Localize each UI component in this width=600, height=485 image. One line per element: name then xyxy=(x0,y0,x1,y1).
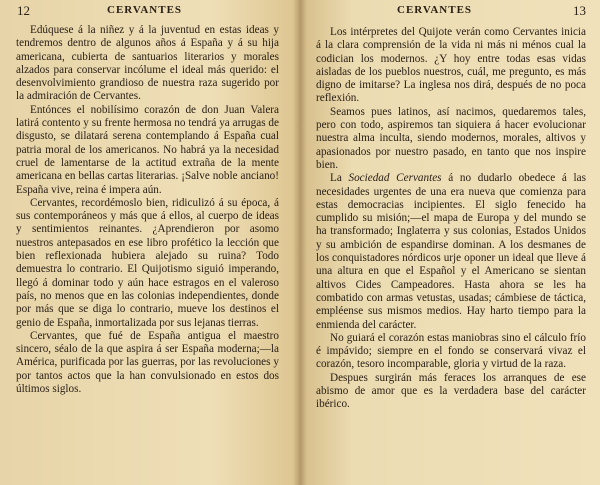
right-page xyxy=(300,0,600,485)
running-head-left: CERVANTES xyxy=(107,4,183,16)
paragraph: Cervantes, que fué de España antigua el maestro sincero, séalo de la que aspira á ser España moderna;—la América, purificada por las guerras, por las revoluciones y por tantos actos que la han convulsionado en estos dos últimos siglos. xyxy=(16,329,279,396)
left-page-body xyxy=(16,24,279,396)
paragraph: Cervantes, recordémoslo bien, ridiculizó á su época, á sus contemporáneos y más que á ellos, al cuerpo de ideas y sentimientos reinantes. ¿Aprendieron por asomo nuestros antepasados en ese libro profético la lección que bien reflexionada hubiera alejado su ruina? Todo demuestra lo contrario. El Quijotismo siguió imperando, llegó á dominar todo y aún hace estragos en el valeroso país, no menos que en las colonias independientes, donde por más que se diga lo contrario, mueve los destinos el genio de España, inmortalizada por sus lejanas tierras. xyxy=(16,196,279,329)
paragraph: Entónces el nobilísimo corazón de don Juan Valera latirá contento y su frente hermosa no tendrá ya arrugas de disgusto, se dilatará serena contemplando á España cual patria moral de los americanos. No habrá ya la necesidad cruel de lamentarse de la actitud extraña de la mente americana en bellas cartas literarias. ¡Salve noble anciano! España vive, reina é impera aún. xyxy=(16,103,279,196)
running-head-right: CERVANTES xyxy=(397,4,473,16)
society-name: Sociedad Cervantes xyxy=(348,172,442,185)
paragraph: No guiará el corazón estas maniobras sino el cálculo frío é impávido; siempre en el fondo se conservará vivaz el corazón, tesoro incomparable, gloria y virtud de la raza. xyxy=(316,331,586,371)
paragraph: Los intérpretes del Quijote verán como Cervantes inicia á la clara comprensión de la vida ni más ni ménos cual la codician los modernos. ¿Y hoy entre todas esas vidas aisladas de los pueblos nuestros, cuál, me pregunto, es más digno de imitarse? La inglesa nos dirá, después de no poca reflexión. xyxy=(316,26,586,105)
book-gutter xyxy=(293,0,307,485)
right-page-body xyxy=(316,26,586,412)
paragraph: Despues surgirán más feraces los arranques de ese abismo de amor que es la verdadera base del carácter ibérico. xyxy=(316,371,586,411)
paragraph: La Sociedad Cervantes á no dudarlo obedece á las necesidades urgentes de una era nueva que comienza para estas democracias incipientes. El siglo fenecido ha cumplido su misión;—el mapa de Europa y del mundo se ha transformado; Inglaterra y sus colonias, Estados Unidos y su ambición de espandirse dominan. A los desmanes de los conquistadores nórdicos urje oponer un ideal que lleve á una altura en que el Español y el Americano se sientan altivos Cides Campeadores. Hasta ahora se les ha combatido con armas vetustas, usadas; cámbiese de táctica, empléense sus mismos medios. Hay harto tiempo para la enmienda del carácter. xyxy=(316,172,586,331)
paragraph: Seamos pues latinos, así nacimos, quedaremos tales, pero con todo, aspiremos tan siquiera á hacer evolucionar nuestra alma inculta, siendo modernos, morales, altivos y apasionados por nuestro pasado, en tanto que nos inspire bien. xyxy=(316,105,586,171)
page-number-right: 13 xyxy=(573,3,586,18)
page-number-left: 12 xyxy=(17,3,30,18)
paragraph: Edúquese á la niñez y á la juventud en estas ideas y tendremos dentro de algunos años á España y á su hija americana, cubierta de santuarios literarios y morales alzados para conservar incólume el ideal más querido: el desenvolvimiento grandioso de nuestra raza sugerido por la admiración de Cervantes. xyxy=(16,24,279,103)
